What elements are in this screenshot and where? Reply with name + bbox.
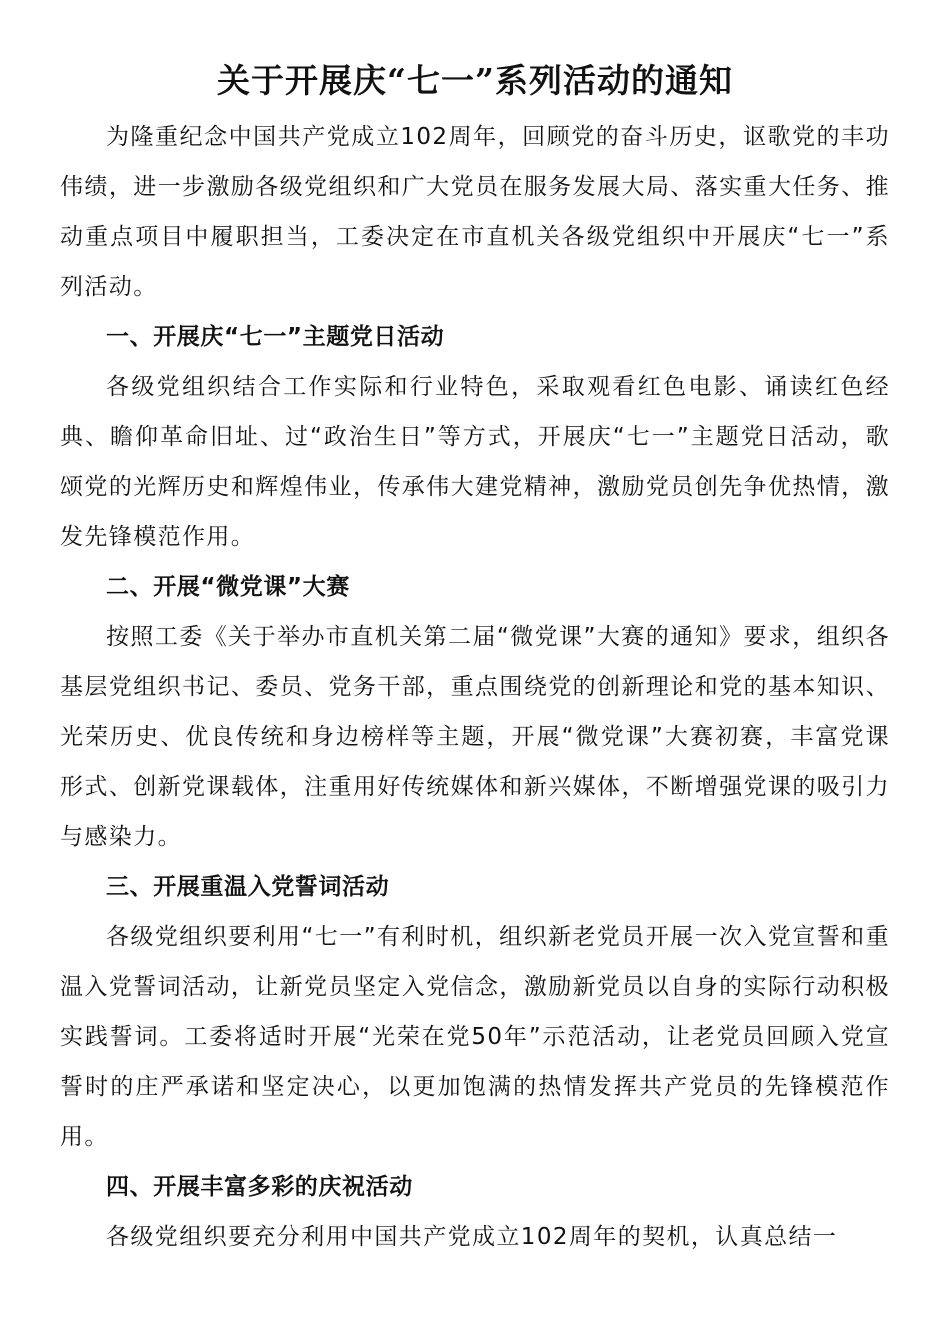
section-body-4: 各级党组织要充分利用中国共产党成立102周年的契机，认真总结一 — [106, 1224, 838, 1250]
section-heading-4: 四、开展丰富多彩的庆祝活动 — [106, 1174, 413, 1200]
section-body-2: 按照工委《关于举办市直机关第二届“微党课”大赛的通知》要求，组织各基层党组织书记、委员、党务干部，重点围绕党的创新理论和党的基本知识、光荣历史、优良传统和身边榜样等主题，开展“微党课”大赛初赛，丰富党课形式、创新党课载体，注重用好传统媒体和新兴媒体，不断增强党课的吸引力与感染力。 — [60, 624, 890, 850]
section-body-1: 各级党组织结合工作实际和行业特色，采取观看红色电影、诵读红色经典、瞻仰革命旧址、过“政治生日”等方式，开展庆“七一”主题党日活动，歌颂党的光辉历史和辉煌伟业，传承伟大建党精神，激励党员创先争优热情，激发先锋模范作用。 — [60, 374, 890, 550]
section-heading-1: 一、开展庆“七一”主题党日活动 — [106, 324, 445, 350]
section-heading-3: 三、开展重温入党誓词活动 — [106, 874, 390, 900]
section-heading-2: 二、开展“微党课”大赛 — [106, 574, 350, 600]
intro-paragraph: 为隆重纪念中国共产党成立102周年，回顾党的奋斗历史，讴歌党的丰功伟绩，进一步激励各级党组织和广大党员在服务发展大局、落实重大任务、推动重点项目中履职担当，工委决定在市直机关各级党组织中开展庆“七一”系列活动。 — [60, 124, 890, 300]
section-body-3: 各级党组织要利用“七一”有利时机，组织新老党员开展一次入党宣誓和重温入党誓词活动，让新党员坚定入党信念，激励新党员以自身的实际行动积极实践誓词。工委将适时开展“光荣在党50年”示范活动，让老党员回顾入党宣誓时的庄严承诺和坚定决心，以更加饱满的热情发挥共产党员的先锋模范作用。 — [60, 924, 890, 1150]
document-page — [60, 58, 890, 1262]
document-title: 关于开展庆“七一”系列活动的通知 — [217, 61, 733, 100]
